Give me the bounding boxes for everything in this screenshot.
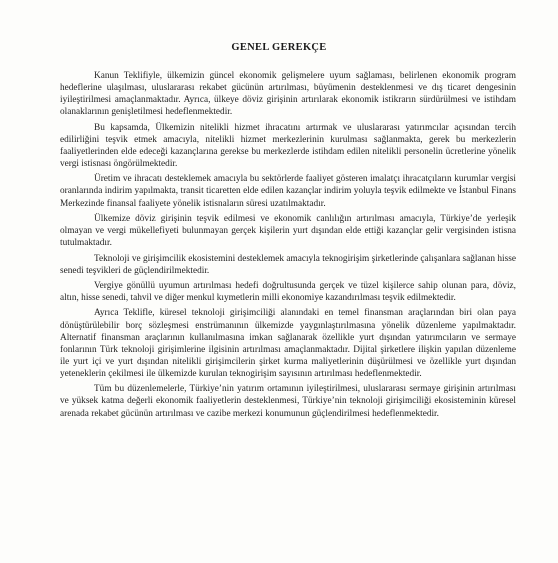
paragraph-2: Bu kapsamda, Ülkemizin nitelikli hizmet ihracatını artırmak ve uluslararası yatırımcılar açısından tercih edilirliğini teşvik etmek amacıyla, nitelikli hizmet merkezlerinin kurulması sağlanmakta, gerek bu merkezlerin faaliyetlerinden elde edeceği kazançlarına gerekse bu merkezlerde istihdam edilen nitelikli personelin ücretlerine yönelik vergi istisnası öngörülmektedir. bbox=[60, 122, 516, 169]
document-body bbox=[60, 70, 516, 423]
paragraph-6: Vergiye gönüllü uyumun artırılması hedefi doğrultusunda gerçek ve tüzel kişilerce sahip olunan para, döviz, altın, hisse senedi, tahvil ve diğer menkul kıymetlerin milli ekonomiye kazandırılması teşvik edilmektedir. bbox=[60, 280, 516, 304]
paragraph-7: Ayrıca Teklifle, küresel teknoloji girişimciliği alanındaki en temel finansman araçlarından biri olan paya dönüştürülebilir borç sözleşmesi enstrümanının ülkemizde yaygınlaştırılmasına yönelik düzenleme yapılmaktadır. Alternatif finansman araçlarının kullanılmasına imkan sağlanarak özellikle yurt dışından yatırımcıların ve sermaye fonlarının Türk teknoloji girişimlerine ilgisinin artırılması amaçlanmaktadır. Dijital şirketlere ilişkin yapılan düzenleme ile yurt içi ve yurt dışından nitelikli girişimcilerin şirket kurma maliyetlerinin düşürülmesi ve özellikle yurt dışından yeteneklerin çekilmesi ile ülkemizde kurulan teknogirişim sayısının artırılması hedeflenmektedir. bbox=[60, 308, 516, 379]
paragraph-1: Kanun Teklifiyle, ülkemizin güncel ekonomik gelişmelere uyum sağlaması, belirlenen ekonomik program hedeflerine ulaşılması, uluslararası rekabet gücünün artırılması, büyümenin desteklenmesi ve dış ticaret dengesinin iyileştirilmesi amaçlanmaktadır. Ayrıca, ülkeye döviz girişinin artırılarak ekonomik istikrarın sürdürülmesi ve istihdam olanaklarının genişletilmesi hedeflenmektedir. bbox=[60, 71, 516, 118]
document-title: GENEL GEREKÇE bbox=[231, 42, 327, 53]
paragraph-3: Üretim ve ihracatı desteklemek amacıyla bu sektörlerde faaliyet gösteren imalatçı ihracatçıların kurumlar vergisi oranlarında indirim yapılmakta, transit ticaretten elde edilen kazançlar indirim yoluyla teşvik edilmekte ve İstanbul Finans Merkezinde finansal faaliyete yönelik istisnaların süresi uzatılmaktadır. bbox=[60, 174, 516, 209]
paragraph-8: Tüm bu düzenlemelerle, Türkiye’nin yatırım ortamının iyileştirilmesi, uluslararası sermaye girişinin artırılması ve yüksek katma değerli ekonomik faaliyetlerin desteklenmesi, Türkiye’nin teknoloji girişimciliği ekosisteminin küresel arenada rekabet gücünün artırılması ve cazibe merkezi konumunun güçlendirilmesi hedeflenmektedir. bbox=[60, 384, 516, 419]
paragraph-5: Teknoloji ve girişimcilik ekosistemini desteklemek amacıyla teknogirişim şirketlerinde çalışanlara sağlanan hisse senedi teşvikleri de güçlendirilmektedir. bbox=[60, 253, 516, 276]
paragraph-4: Ülkemize döviz girişinin teşvik edilmesi ve ekonomik canlılığın artırılması amacıyla, Türkiye’de yerleşik olmayan ve vergi mükellefiyeti bulunmayan gerçek kişilerin yurt dışından elde ettiği kazançlar gelir vergisinden istisna tutulmaktadır. bbox=[60, 213, 516, 249]
